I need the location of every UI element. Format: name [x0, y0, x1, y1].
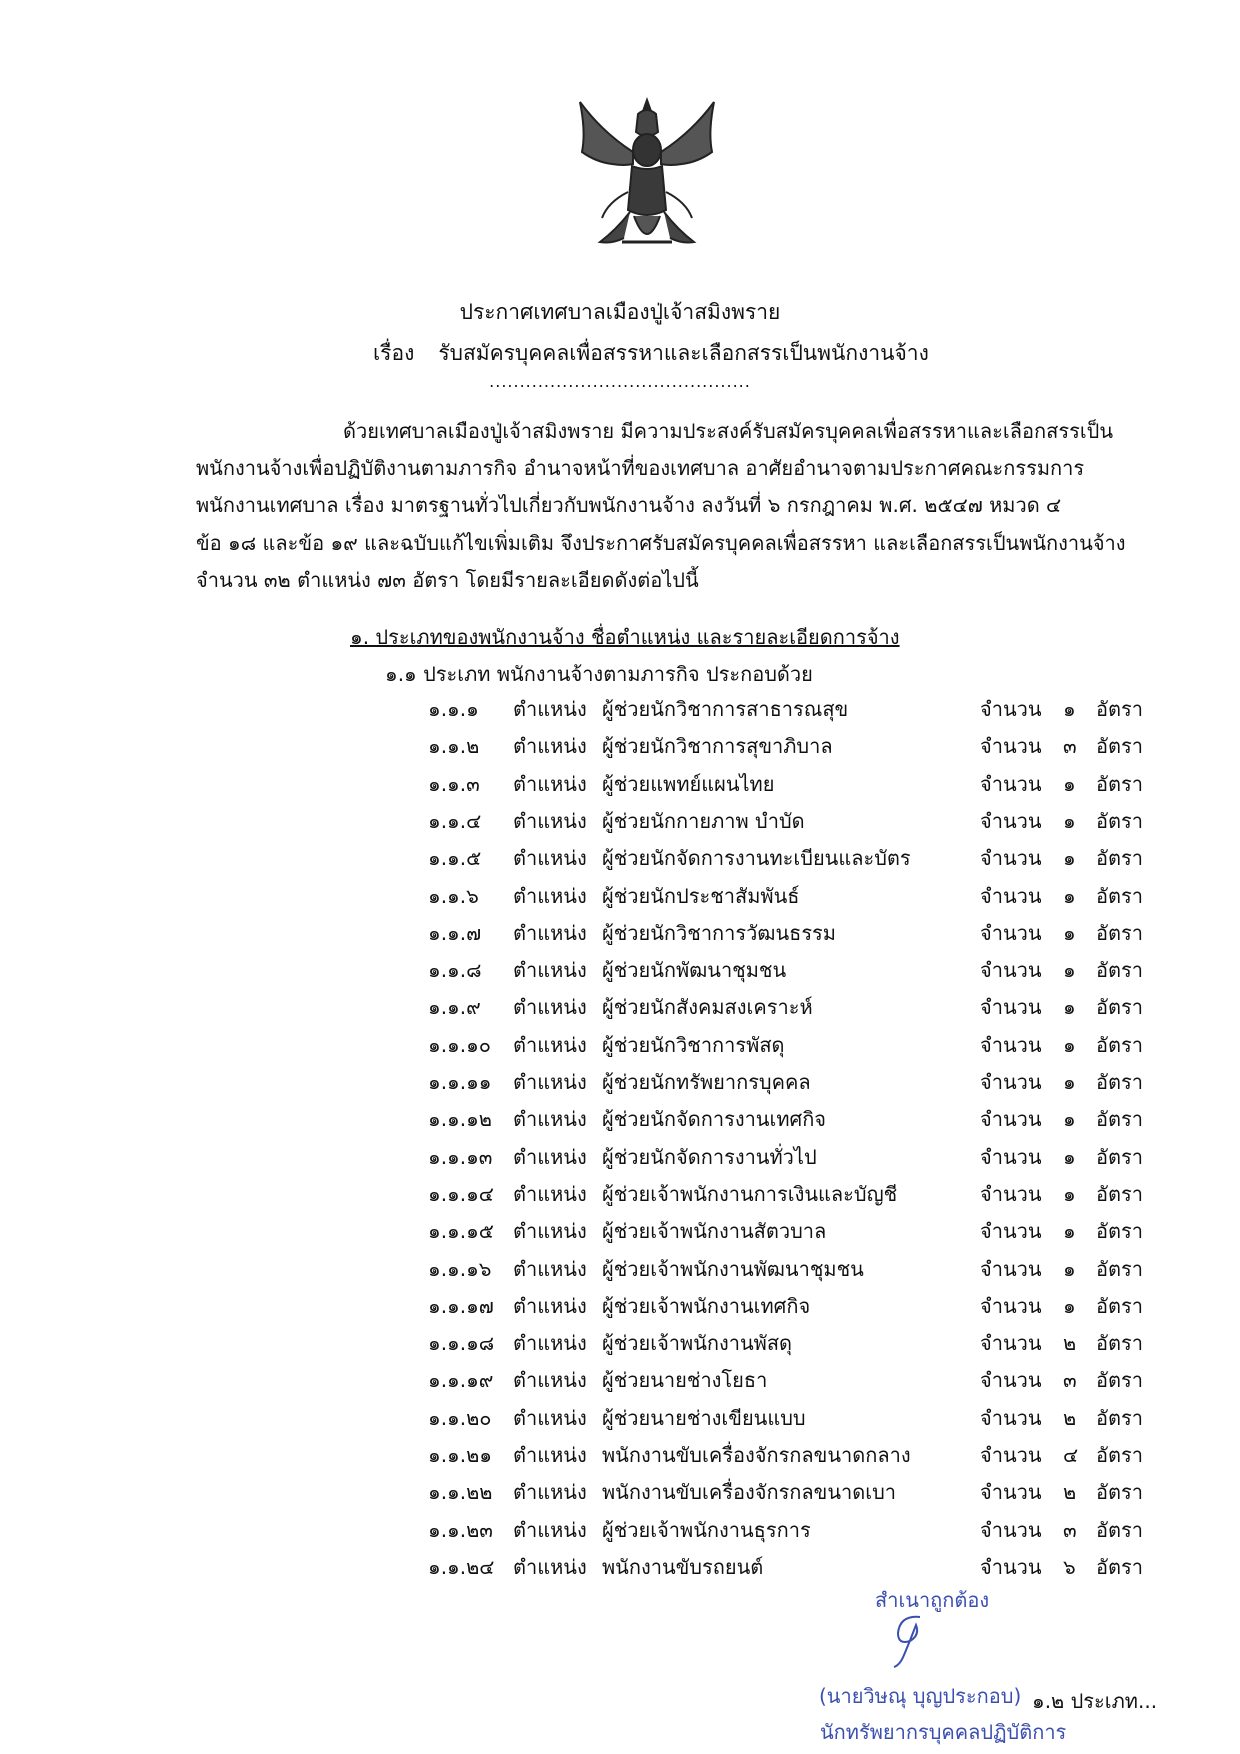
- count-value: ๑: [1063, 1107, 1076, 1132]
- count-label: จำนวน: [980, 958, 1042, 983]
- position-name: ผู้ช่วยนายช่างเขียนแบบ: [602, 1405, 806, 1430]
- position-name: ผู้ช่วยนักจัดการงานเทศกิจ: [602, 1107, 827, 1132]
- count-value: ๑: [1063, 995, 1076, 1020]
- count-value: ๑: [1063, 1144, 1076, 1169]
- count-label: จำนวน: [980, 1517, 1042, 1542]
- position-row: [0, 1066, 1240, 1096]
- count-label: จำนวน: [980, 920, 1042, 945]
- position-number: ๑.๑.๕: [428, 846, 482, 871]
- count-label: จำนวน: [980, 995, 1042, 1020]
- position-label: ตำแหน่ง: [513, 1107, 587, 1132]
- position-number: ๑.๑.๒๑: [428, 1443, 492, 1467]
- position-row: [0, 1514, 1240, 1544]
- unit-label: อัตรา: [1096, 1443, 1143, 1467]
- count-label: จำนวน: [980, 1107, 1042, 1132]
- position-name: พนักงานขับเครื่องจักรกลขนาดกลาง: [602, 1443, 911, 1467]
- count-value: ๑: [1063, 883, 1076, 908]
- position-row: [0, 805, 1240, 835]
- position-name: ผู้ช่วยนักวิชาการพัสดุ: [602, 1032, 785, 1057]
- certified-copy-stamp: สำเนาถูกต้อง: [875, 1588, 990, 1612]
- count-value: ๒: [1063, 1480, 1077, 1505]
- count-value: ๓: [1063, 1368, 1077, 1393]
- unit-label: อัตรา: [1096, 1256, 1143, 1281]
- section-heading: ๑. ประเภทของพนักงานจ้าง ชื่อตำแหน่ง และรายละเอียดการจ้าง: [350, 625, 900, 649]
- position-name: ผู้ช่วยนักประชาสัมพันธ์: [602, 883, 800, 908]
- count-label: จำนวน: [980, 1405, 1042, 1430]
- subject-label: เรื่อง: [373, 341, 415, 365]
- position-number: ๑.๑.๘: [428, 958, 482, 983]
- position-row: [0, 1141, 1240, 1171]
- position-name: ผู้ช่วยนักจัดการงานทั่วไป: [602, 1144, 817, 1169]
- position-row: [0, 880, 1240, 910]
- count-value: ๒: [1063, 1331, 1077, 1356]
- unit-label: อัตรา: [1096, 1405, 1143, 1430]
- position-row: [0, 1215, 1240, 1245]
- count-value: ๒: [1063, 1405, 1077, 1430]
- count-label: จำนวน: [980, 808, 1042, 833]
- position-number: ๑.๑.๑๗: [428, 1293, 494, 1318]
- count-label: จำนวน: [980, 1293, 1042, 1318]
- position-row: [0, 917, 1240, 947]
- unit-label: อัตรา: [1096, 1517, 1143, 1542]
- position-name: ผู้ช่วยเจ้าพนักงานเทศกิจ: [602, 1293, 811, 1318]
- position-name: ผู้ช่วยนักทรัพยากรบุคคล: [602, 1070, 811, 1094]
- count-label: จำนวน: [980, 771, 1042, 796]
- count-value: ๑: [1063, 846, 1076, 871]
- position-row: [0, 1178, 1240, 1208]
- signer-title: นักทรัพยากรบุคคลปฏิบัติการ: [820, 1720, 1067, 1744]
- position-name: ผู้ช่วยนักวิชาการสุขาภิบาล: [602, 734, 833, 759]
- position-number: ๑.๑.๑: [428, 697, 479, 721]
- position-label: ตำแหน่ง: [513, 1480, 587, 1505]
- unit-label: อัตรา: [1096, 1293, 1143, 1318]
- unit-label: อัตรา: [1096, 697, 1143, 721]
- unit-label: อัตรา: [1096, 1331, 1143, 1356]
- position-row: [0, 842, 1240, 872]
- position-label: ตำแหน่ง: [513, 771, 587, 796]
- unit-label: อัตรา: [1096, 808, 1143, 833]
- count-label: จำนวน: [980, 1443, 1042, 1467]
- position-label: ตำแหน่ง: [513, 1293, 587, 1318]
- count-label: จำนวน: [980, 883, 1042, 908]
- position-name: ผู้ช่วยนักกายภาพ บำบัด: [602, 808, 805, 833]
- intro-line: พนักงานเทศบาล เรื่อง มาตรฐานทั่วไปเกี่ยวกับพนักงานจ้าง ลงวันที่ ๖ กรกฎาคม พ.ศ. ๒๕๔๗ หมวด ๔: [196, 493, 1062, 517]
- position-row: [0, 1551, 1240, 1581]
- position-number: ๑.๑.๑๒: [428, 1107, 492, 1132]
- position-row: [0, 1327, 1240, 1357]
- position-label: ตำแหน่ง: [513, 883, 587, 908]
- position-label: ตำแหน่ง: [513, 920, 587, 945]
- position-name: ผู้ช่วยเจ้าพนักงานพัสดุ: [602, 1331, 793, 1356]
- unit-label: อัตรา: [1096, 1181, 1143, 1206]
- position-number: ๑.๑.๑๖: [428, 1256, 492, 1281]
- position-row: [0, 768, 1240, 798]
- count-label: จำนวน: [980, 1480, 1042, 1505]
- position-name: ผู้ช่วยแพทย์แผนไทย: [602, 771, 775, 796]
- position-label: ตำแหน่ง: [513, 1181, 587, 1206]
- position-number: ๑.๑.๑๔: [428, 1181, 494, 1206]
- position-number: ๑.๑.๑๙: [428, 1368, 494, 1393]
- position-number: ๑.๑.๑๓: [428, 1144, 493, 1169]
- position-label: ตำแหน่ง: [513, 1032, 587, 1057]
- position-row: [0, 730, 1240, 760]
- count-value: ๑: [1063, 808, 1076, 833]
- unit-label: อัตรา: [1096, 734, 1143, 759]
- position-number: ๑.๑.๔: [428, 808, 482, 833]
- position-row: [0, 1439, 1240, 1469]
- count-label: จำนวน: [980, 1070, 1042, 1094]
- position-row: [0, 954, 1240, 984]
- position-number: ๑.๑.๑๘: [428, 1331, 495, 1356]
- position-name: ผู้ช่วยเจ้าพนักงานการเงินและบัญชี: [602, 1181, 898, 1206]
- position-number: ๑.๑.๓: [428, 771, 480, 796]
- position-number: ๑.๑.๑๑: [428, 1070, 492, 1094]
- unit-label: อัตรา: [1096, 1219, 1143, 1244]
- position-label: ตำแหน่ง: [513, 995, 587, 1020]
- count-label: จำนวน: [980, 1032, 1042, 1057]
- position-number: ๑.๑.๑๕: [428, 1219, 494, 1244]
- unit-label: อัตรา: [1096, 883, 1143, 908]
- position-label: ตำแหน่ง: [513, 1405, 587, 1430]
- count-value: ๑: [1063, 1181, 1076, 1206]
- unit-label: อัตรา: [1096, 995, 1143, 1020]
- position-name: ผู้ช่วยนักพัฒนาชุมชน: [602, 958, 787, 983]
- position-number: ๑.๑.๙: [428, 995, 481, 1020]
- position-row: [0, 1253, 1240, 1283]
- unit-label: อัตรา: [1096, 1070, 1143, 1094]
- count-value: ๑: [1063, 697, 1076, 721]
- count-label: จำนวน: [980, 1331, 1042, 1356]
- position-row: [0, 1290, 1240, 1320]
- position-row: [0, 1103, 1240, 1133]
- unit-label: อัตรา: [1096, 1032, 1143, 1057]
- position-label: ตำแหน่ง: [513, 1331, 587, 1356]
- count-label: จำนวน: [980, 1144, 1042, 1169]
- count-label: จำนวน: [980, 1554, 1042, 1579]
- position-row: [0, 1364, 1240, 1394]
- position-label: ตำแหน่ง: [513, 1368, 587, 1393]
- subsection-heading: ๑.๑ ประเภท พนักงานจ้างตามภารกิจ ประกอบด้วย: [385, 662, 813, 686]
- unit-label: อัตรา: [1096, 771, 1143, 796]
- position-label: ตำแหน่ง: [513, 808, 587, 833]
- position-number: ๑.๑.๒๔: [428, 1554, 495, 1579]
- count-value: ๑: [1063, 1219, 1076, 1244]
- position-label: ตำแหน่ง: [513, 1144, 587, 1169]
- position-number: ๑.๑.๗: [428, 920, 482, 945]
- position-number: ๑.๑.๖: [428, 883, 479, 908]
- count-label: จำนวน: [980, 1219, 1042, 1244]
- position-label: ตำแหน่ง: [513, 1070, 587, 1094]
- position-label: ตำแหน่ง: [513, 1554, 587, 1579]
- position-label: ตำแหน่ง: [513, 1517, 587, 1542]
- position-label: ตำแหน่ง: [513, 1256, 587, 1281]
- unit-label: อัตรา: [1096, 1144, 1143, 1169]
- count-label: จำนวน: [980, 697, 1042, 721]
- unit-label: อัตรา: [1096, 846, 1143, 871]
- position-label: ตำแหน่ง: [513, 1219, 587, 1244]
- position-row: [0, 1402, 1240, 1432]
- position-name: ผู้ช่วยนักจัดการงานทะเบียนและบัตร: [602, 846, 911, 871]
- count-label: จำนวน: [980, 1368, 1042, 1393]
- header-separator: ...........................................: [489, 372, 751, 391]
- position-number: ๑.๑.๒๐: [428, 1405, 492, 1430]
- count-value: ๑: [1063, 958, 1076, 983]
- position-row: [0, 1029, 1240, 1059]
- unit-label: อัตรา: [1096, 1480, 1143, 1505]
- announcement-subject: [373, 337, 929, 370]
- announcement-title: ประกาศเทศบาลเมืองปู่เจ้าสมิงพราย: [459, 300, 781, 324]
- count-label: จำนวน: [980, 1181, 1042, 1206]
- unit-label: อัตรา: [1096, 1368, 1143, 1393]
- count-value: ๓: [1063, 734, 1077, 759]
- position-row: [0, 991, 1240, 1021]
- position-label: ตำแหน่ง: [513, 697, 587, 721]
- count-label: จำนวน: [980, 734, 1042, 759]
- unit-label: อัตรา: [1096, 920, 1143, 945]
- position-label: ตำแหน่ง: [513, 846, 587, 871]
- garuda-emblem-icon: [572, 92, 722, 262]
- count-value: ๑: [1063, 771, 1076, 796]
- count-value: ๑: [1063, 1070, 1076, 1094]
- subject-text: รับสมัครบุคคลเพื่อสรรหาและเลือกสรรเป็นพนักงานจ้าง: [438, 341, 929, 365]
- count-value: ๖: [1063, 1554, 1076, 1579]
- count-label: จำนวน: [980, 846, 1042, 871]
- position-row: [0, 693, 1240, 723]
- position-row: [0, 1476, 1240, 1506]
- position-label: ตำแหน่ง: [513, 734, 587, 759]
- count-value: ๔: [1063, 1443, 1079, 1467]
- position-name: ผู้ช่วยนายช่างโยธา: [602, 1368, 768, 1393]
- position-name: พนักงานขับรถยนต์: [602, 1554, 764, 1579]
- intro-line: ด้วยเทศบาลเมืองปู่เจ้าสมิงพราย มีความประสงค์รับสมัครบุคคลเพื่อสรรหาและเลือกสรรเป็น: [343, 419, 1114, 443]
- intro-line: พนักงานจ้างเพื่อปฏิบัติงานตามภารกิจ อำนาจหน้าที่ของเทศบาล อาศัยอำนาจตามประกาศคณะกรรมการ: [196, 456, 1085, 480]
- count-value: ๑: [1063, 1293, 1076, 1318]
- unit-label: อัตรา: [1096, 1554, 1143, 1579]
- position-number: ๑.๑.๒๒: [428, 1480, 493, 1505]
- position-name: ผู้ช่วยนักวิชาการสาธารณสุข: [602, 697, 849, 721]
- position-name: ผู้ช่วยนักวิชาการวัฒนธรรม: [602, 920, 836, 945]
- continuation-text: ๑.๒ ประเภท...: [1032, 1689, 1158, 1713]
- count-value: ๑: [1063, 1032, 1076, 1057]
- intro-line: จำนวน ๓๒ ตำแหน่ง ๗๓ อัตรา โดยมีรายละเอียดดังต่อไปนี้: [196, 568, 699, 592]
- position-name: ผู้ช่วยเจ้าพนักงานพัฒนาชุมชน: [602, 1256, 864, 1281]
- intro-line: ข้อ ๑๘ และข้อ ๑๙ และฉบับแก้ไขเพิ่มเติม จึงประกาศรับสมัครบุคคลเพื่อสรรหา และเลือกสรรเป็นพนักงานจ้าง: [196, 531, 1126, 555]
- signer-name: (นายวิษณุ บุญประกอบ): [819, 1684, 1022, 1708]
- count-label: จำนวน: [980, 1256, 1042, 1281]
- position-number: ๑.๑.๑๐: [428, 1032, 492, 1057]
- position-name: ผู้ช่วยนักสังคมสงเคราะห์: [602, 995, 813, 1020]
- position-name: ผู้ช่วยเจ้าพนักงานสัตวบาล: [602, 1219, 827, 1244]
- count-value: ๑: [1063, 920, 1076, 945]
- position-number: ๑.๑.๒: [428, 734, 480, 759]
- position-name: พนักงานขับเครื่องจักรกลขนาดเบา: [602, 1480, 896, 1505]
- count-value: ๓: [1063, 1517, 1077, 1542]
- unit-label: อัตรา: [1096, 958, 1143, 983]
- unit-label: อัตรา: [1096, 1107, 1143, 1132]
- position-name: ผู้ช่วยเจ้าพนักงานธุรการ: [602, 1517, 811, 1542]
- signature-icon: [890, 1611, 930, 1671]
- position-number: ๑.๑.๒๓: [428, 1517, 493, 1542]
- position-label: ตำแหน่ง: [513, 1443, 587, 1467]
- count-value: ๑: [1063, 1256, 1076, 1281]
- position-label: ตำแหน่ง: [513, 958, 587, 983]
